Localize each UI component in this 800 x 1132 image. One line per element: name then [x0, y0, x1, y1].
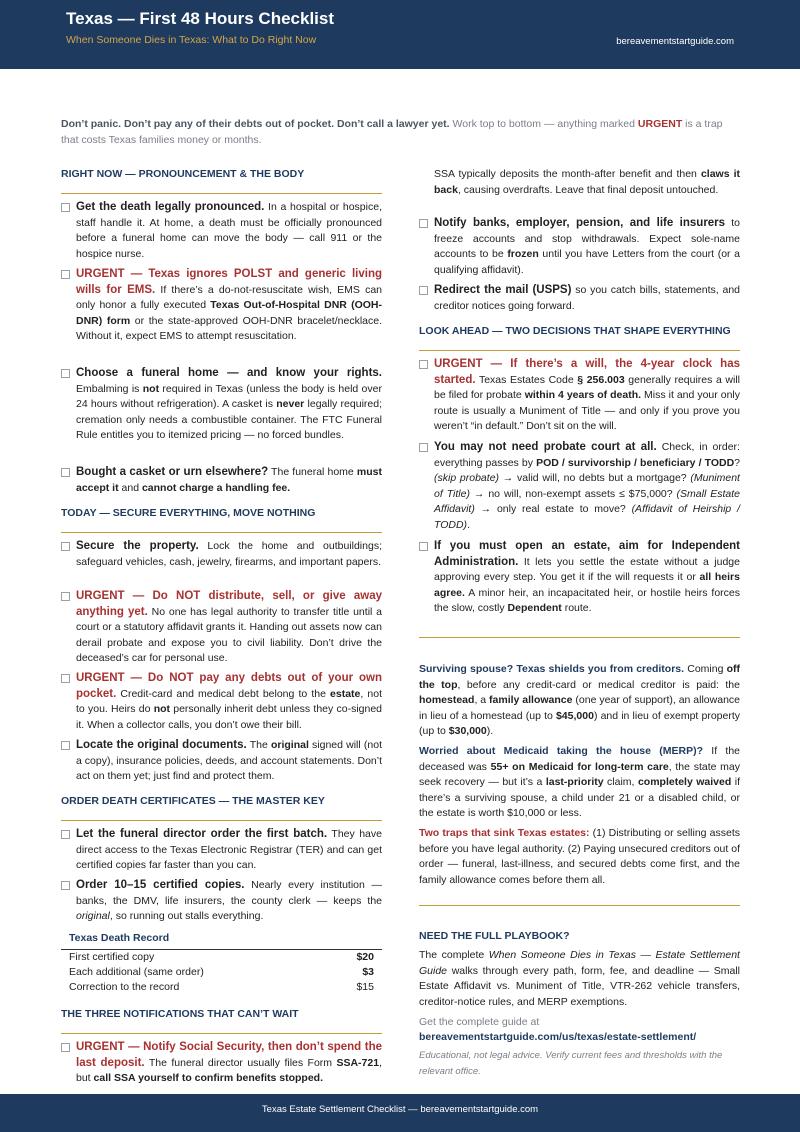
checklist-item-notify-banks[interactable]: Notify banks, employer, pension, and life insurers to freeze accounts and stop withdrawals. Expect sole-name accounts to be frozen until you have Letters from the court (or a qualifying affidavit).	[419, 216, 740, 278]
checklist-item-polst[interactable]: URGENT — Texas ignores POLST and generic living wills for EMS. If there’s a do-not-resuscitate wish, EMS can only honor a fully executed Texas Out-of-Hospital DNR (OOH-DNR) form or the state-approved OOH-DNR bracelet/necklace. Without it, expect EMS to attempt resuscitation.	[61, 267, 382, 345]
fee-amount: $3	[362, 966, 374, 978]
checkbox-icon[interactable]	[61, 203, 70, 212]
checklist-item-locate-documents[interactable]: Locate the original documents. The original signed will (not a copy), insurance policies, deeds, and account statements. Don’t act on them yet; just find and protect them.	[61, 738, 382, 785]
callout-two-traps: Two traps that sink Texas estates: (1) Distributing or selling assets before you have legal authority. (2) Paying unsecured creditors out of order — funeral, last-illness, and secured debts come first, and the family allowance comes before them all.	[419, 827, 740, 886]
intro-text: Don’t panic. Don’t pay any of their debts out of pocket. Don’t call a lawyer yet. Work top to bottom — anything marked URGENT is a trap that costs Texas families money or months.	[61, 118, 723, 146]
checkbox-icon[interactable]	[419, 443, 428, 452]
checkbox-icon[interactable]	[419, 542, 428, 551]
fee-label: First certified copy	[69, 951, 155, 963]
page-header	[0, 0, 800, 69]
checkbox-icon[interactable]	[419, 360, 428, 369]
checklist-item-four-year-clock[interactable]: URGENT — If there’s a will, the 4-year clock has started. Texas Estates Code § 256.003 generally requires a will be filed for probate within 4 years of death. Miss it and your only route is usually a Muniment of Title — and only if you prove you weren’t “in default.” Don’t sit on the will.	[419, 357, 740, 435]
playbook-text: The complete When Someone Dies in Texas — Estate Settlement Guide walks through every path, form, fee, and deadline — Small Estate Affidavit vs. Muniment of Title, VTR-262 vehicle transfers, creditor-notice rules, and MERP exemptions.	[419, 949, 740, 1008]
checklist-item-funeral-home[interactable]: Choose a funeral home — and know your rights. Embalming is not required in Texas (unless the body is held over 24 hours without refrigeration). A casket is never legally required; cremation only needs a combustible container. The FTC Funeral Rule entitles you to itemized pricing — no forced bundles.	[61, 366, 382, 444]
checkbox-icon[interactable]	[61, 270, 70, 279]
playbook-get-guide: Get the complete guide at	[419, 1016, 540, 1028]
section-heading-look-ahead: LOOK AHEAD — TWO DECISIONS THAT SHAPE EVERYTHING	[419, 324, 740, 351]
checklist-item-probate-alternatives[interactable]: You may not need probate court at all. Check, in order: everything passes by POD / survivorship / beneficiary / TODD? (skip probate) → valid will, no debts but a mortgage? (Muniment of Title) → no will, non-exempt assets ≤ $75,000? (Small Estate Affidavit) → only real estate to move? (Affidavit of Heirship / TODD).	[419, 440, 740, 533]
checklist-item-do-not-pay-debts[interactable]: URGENT — Do NOT pay any debts out of your own pocket. Credit-card and medical debt belong to the estate, not to you. Heirs do not personally inherit debt unless they co-signed it. When a collector calls, you don’t owe their bill.	[61, 671, 382, 733]
checkbox-icon[interactable]	[61, 592, 70, 601]
checkbox-icon[interactable]	[61, 468, 70, 477]
section-heading-notifications: THE THREE NOTIFICATIONS THAT CAN’T WAIT	[61, 1007, 382, 1034]
checkbox-icon[interactable]	[61, 1043, 70, 1052]
section-heading-today: TODAY — SECURE EVERYTHING, MOVE NOTHING	[61, 506, 382, 533]
checkbox-icon[interactable]	[419, 219, 428, 228]
checklist-item-social-security-continued: SSA typically deposits the month-after benefit and then claws it back, causing overdrafts. Leave that final deposit untouched.	[434, 168, 740, 196]
fee-table	[61, 949, 382, 995]
playbook-guide-link[interactable]: bereavementstartguide.com/us/texas/estate-settlement/	[419, 1031, 697, 1043]
header-site-link[interactable]: bereavementstartguide.com	[616, 36, 734, 47]
fee-label: Each additional (same order)	[69, 966, 204, 978]
section-heading-death-certificates: ORDER DEATH CERTIFICATES — THE MASTER KEY	[61, 794, 382, 821]
checklist-item-certified-copies[interactable]: Order 10–15 certified copies. Nearly every institution — banks, the DMV, life insurers, the county clerk — keeps the original, so running out stalls everything.	[61, 878, 382, 925]
checklist-item-do-not-distribute[interactable]: URGENT — Do NOT distribute, sell, or give away anything yet. No one has legal authority to transfer title until a court or a statutory affidavit grants it. Handing out assets now can derail probate and expose you to civil liability. Don’t drive the deceased’s car for personal use.	[61, 589, 382, 667]
callout-surviving-spouse: Surviving spouse? Texas shields you from creditors. Coming off the top, before any credit-card or medical creditor is paid: the homestead, a family allowance (one year of support), an allowance in lieu of a homestead (up to $45,000) and in lieu of exempt property (up to $30,000).	[419, 663, 741, 737]
checkbox-icon[interactable]	[61, 542, 70, 551]
checkbox-icon[interactable]	[61, 674, 70, 683]
fee-table-row	[61, 950, 382, 965]
fee-table-row	[61, 980, 382, 995]
checkbox-icon[interactable]	[61, 741, 70, 750]
checklist-item-secure-property[interactable]: Secure the property. Lock the home and outbuildings; safeguard vehicles, cash, jewelry, firearms, and important papers.	[61, 539, 382, 570]
fee-table-row	[61, 965, 382, 980]
divider	[419, 905, 740, 906]
checklist-item-independent-administration[interactable]: If you must open an estate, aim for Independent Administration. It lets you settle the estate without a judge approving every step. You get it if the will requests it or all heirs agree. A minor heir, an incapacitated heir, or hostile heirs forces the slow, costly Dependent route.	[419, 539, 740, 617]
checklist-item-redirect-mail[interactable]: Redirect the mail (USPS) so you catch bills, statements, and creditor notices going forward.	[419, 283, 740, 314]
fee-label: Correction to the record	[69, 981, 180, 993]
checkbox-icon[interactable]	[61, 881, 70, 890]
page-subtitle: When Someone Dies in Texas: What to Do Right Now	[66, 34, 317, 46]
checklist-item-casket[interactable]: Bought a casket or urn elsewhere? The funeral home must accept it and cannot charge a handling fee.	[61, 465, 382, 496]
fee-amount: $20	[356, 951, 374, 963]
checkbox-icon[interactable]	[419, 286, 428, 295]
playbook-heading: NEED THE FULL PLAYBOOK?	[419, 930, 570, 942]
disclaimer-note: Educational, not legal advice. Verify current fees and thresholds with the relevant office.	[419, 1050, 723, 1077]
checklist-item-social-security[interactable]: URGENT — Notify Social Security, then don’t spend the last deposit. The funeral director usually files Form SSA-721, but call SSA yourself to confirm benefits stopped.	[61, 1040, 382, 1087]
page-title: Texas — First 48 Hours Checklist	[66, 9, 335, 28]
callout-medicaid-merp: Worried about Medicaid taking the house (MERP)? If the deceased was 55+ on Medicaid for long-term care, the state may seek recovery — but it’s a last-priority claim, completely waived if there’s a surviving spouse, a child under 21 or a disabled child, or the estate is worth $10,000 or less.	[419, 745, 741, 819]
checklist-item-funeral-director-order[interactable]: Let the funeral director order the first batch. They have direct access to the Texas Electronic Registrar (TER) and can get certified copies far faster than you can.	[61, 827, 382, 874]
section-heading-right-now: RIGHT NOW — PRONOUNCEMENT & THE BODY	[61, 167, 382, 194]
checklist-item-pronounce[interactable]: Get the death legally pronounced. In a hospital or hospice, staff handle it. At home, a death must be officially pronounced before a funeral home can move the body — call 911 or the hospice nurse.	[61, 200, 382, 262]
fee-table-title: Texas Death Record	[69, 932, 170, 944]
divider	[419, 637, 740, 638]
checkbox-icon[interactable]	[61, 830, 70, 839]
checkbox-icon[interactable]	[61, 369, 70, 378]
page-footer: Texas Estate Settlement Checklist — bereavementstartguide.com	[0, 1094, 800, 1132]
fee-amount: $15	[356, 981, 374, 993]
